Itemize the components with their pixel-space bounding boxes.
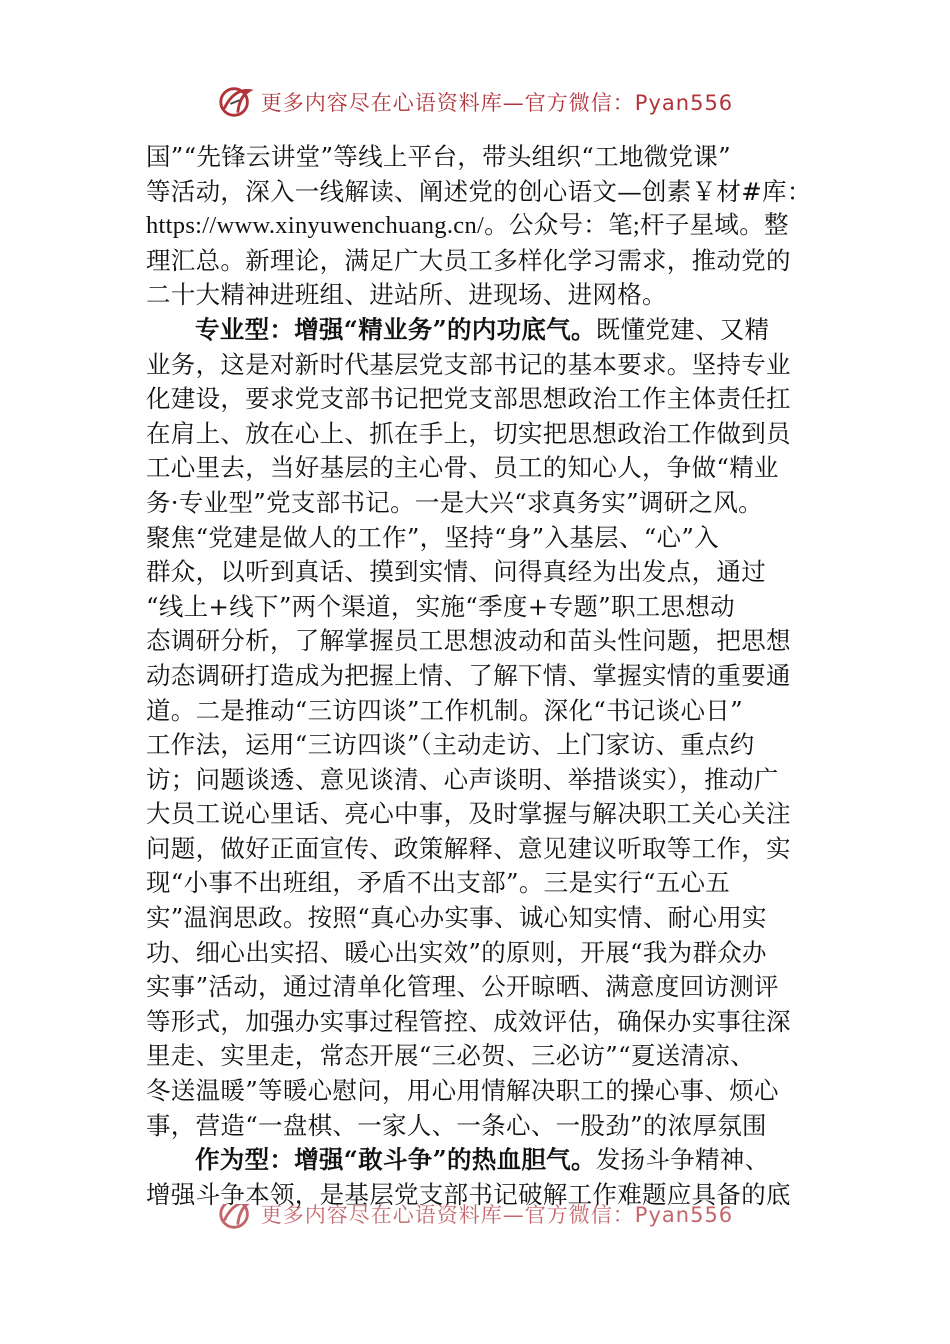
text-line: 实”温润思政。按照“真心办实事、诚心知实情、耐心用实	[146, 903, 767, 933]
text-line: 务·专业型”党支部书记。一是大兴“求真务实”调研之风。	[146, 487, 763, 517]
text-line: 等形式，加强办实事过程管控、成效评估，确保办实事往深	[146, 1006, 791, 1036]
brand-logo-icon	[217, 1204, 255, 1233]
text-line: 国”“先锋云讲堂”等线上平台，带头组织“工地微党课”	[146, 142, 731, 171]
text-line: 二十大精神进班组、进站所、进现场、进网格。	[146, 280, 667, 310]
paragraph-text: 既懂党建、又精	[595, 314, 770, 344]
text-line: https://www.xinyuwenchuang.cn/。公众号：笔;杆子星域。整	[146, 212, 789, 240]
paragraph-text: 发扬斗争精神、	[595, 1145, 770, 1175]
text-line: 大员工说心里话、亮心中事，及时掌握与解决职工关心关注	[146, 799, 791, 829]
text-line: 动态调研打造成为把握上情、了解下情、掌握实情的重要通	[146, 660, 791, 690]
text-line: “线上+线下”两个渠道，实施“季度+专题”职工思想动	[146, 591, 735, 621]
header-banner-text: 更多内容尽在心语资料库—官方微信：Pyan556	[260, 91, 734, 115]
text-line: 现“小事不出班组，矛盾不出支部”。三是实行“五心五	[146, 868, 731, 898]
text-line: 聚焦“党建是做人的工作”，坚持“身”入基层、“心”入	[146, 522, 719, 552]
text-line: 业务，这是对新时代基层党支部书记的基本要求。坚持专业	[146, 349, 791, 379]
text-line: 态调研分析，了解掌握员工思想波动和苗头性问题，把思想	[146, 626, 791, 656]
text-line: 里走、实里走，常态开展“三必贺、三必访”“夏送清凉、	[146, 1041, 755, 1071]
text-line: 访；问题谈透、意见谈清、心声谈明、举措谈实），推动广	[146, 764, 779, 794]
text-line: 实事”活动，通过清单化管理、公开晾晒、满意度回访测评	[146, 972, 779, 1002]
text-line: 问题，做好正面宣传、政策解释、意见建议听取等工作，实	[146, 833, 791, 863]
text-line: 在肩上、放在心上、抓在手上，切实把思想政治工作做到员	[146, 418, 791, 448]
text-line: 增强斗争本领，是基层党支部书记破解工作难题应具备的底	[146, 1179, 791, 1209]
paragraph-heading-professional: 专业型：增强“精业务”的内功底气。	[195, 314, 596, 344]
text-line: 道。二是推动“三访四谈”工作机制。深化“书记谈心日”	[146, 695, 743, 725]
brand-logo-icon	[217, 83, 255, 121]
paragraph-heading-line	[146, 1143, 816, 1178]
text-line: 理汇总。新理论，满足广大员工多样化学习需求，推动党的	[146, 245, 791, 275]
paragraph-heading-line	[146, 313, 816, 348]
text-line: 冬送温暖”等暖心慰问，用心用情解决职工的操心事、烦心	[146, 1076, 779, 1106]
text-line: 工心里去，当好基层的主心骨、员工的知心人，争做“精业	[146, 453, 779, 483]
document-body	[146, 140, 816, 1212]
header-banner	[0, 82, 950, 122]
text-line: 等活动，深入一线解读、阐述党的创心语文—创素￥材#库：	[146, 176, 812, 206]
text-line: 化建设，要求党支部书记把党支部思想政治工作主体责任扛	[146, 384, 791, 414]
footer-banner	[0, 1204, 950, 1238]
text-line: 功、细心出实招、暖心出实效”的原则，开展“我为群众办	[146, 937, 767, 967]
text-line: 工作法，运用“三访四谈”（主动走访、上门家访、重点约	[146, 730, 755, 760]
text-line: 群众，以听到真话、摸到实情、问得真经为出发点，通过	[146, 557, 766, 587]
paragraph-heading-action: 作为型：增强“敢斗争”的热血胆气。	[195, 1145, 596, 1175]
footer-banner-text: 更多内容尽在心语资料库—官方微信：Pyan556	[260, 1204, 734, 1227]
text-line: 事，营造“一盘棋、一家人、一条心、一股劲”的浓厚氛围	[146, 1110, 767, 1140]
